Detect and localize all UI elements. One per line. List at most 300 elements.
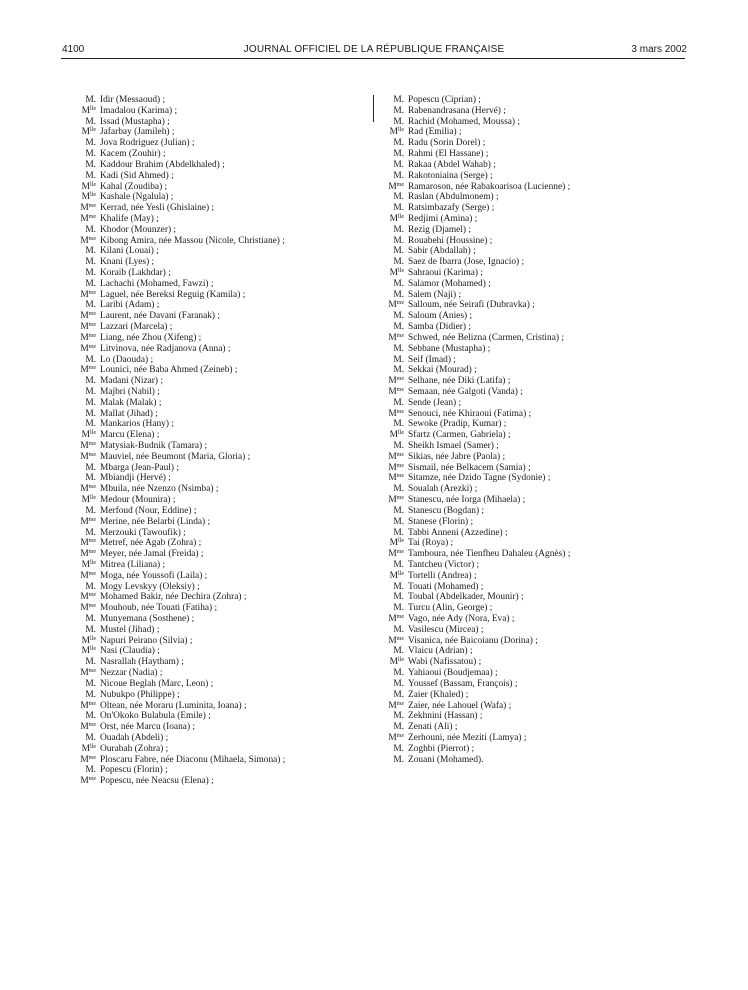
person-name: Rabenandrasana (Hervé) ; (408, 105, 506, 116)
name-entry (384, 279, 684, 290)
civility-title: M. (393, 743, 404, 754)
name-entry (384, 701, 684, 712)
civility-title: M. (393, 278, 404, 289)
name-entry (76, 528, 376, 539)
civility-title: $M^{lle}$ (81, 127, 96, 138)
civility-title: M. (393, 441, 404, 451)
civility-title: $M^{me}$ (388, 473, 404, 484)
name-entry (384, 117, 684, 128)
right-name-column (384, 95, 684, 765)
person-name: Litvinova, née Radjanova (Anna) ; (100, 343, 231, 354)
civility-title: M. (393, 603, 404, 614)
civility-title: $M^{lle}$ (81, 105, 96, 116)
person-name: Tai (Roya) ; (408, 538, 454, 549)
civility-title: $M^{lle}$ (81, 495, 96, 506)
person-name: Saez de Ibarra (Jose, Ignacio) ; (408, 257, 525, 268)
person-name: Kerrad, née Yesli (Ghislaine) ; (100, 203, 215, 214)
civility-title: $M^{me}$ (388, 386, 404, 397)
civility-title: $M^{me}$ (388, 332, 404, 343)
name-entry (76, 376, 376, 387)
person-name: Tortelli (Andrea) ; (408, 570, 477, 581)
name-entry (76, 300, 376, 311)
person-name: Ourabah (Zohra) ; (100, 743, 169, 754)
civility-title: M. (393, 343, 404, 354)
name-entry (76, 398, 376, 409)
civility-title: M. (85, 419, 96, 430)
page-number: 4100 (62, 44, 85, 55)
civility-title: M. (393, 95, 404, 105)
civility-title: M. (393, 581, 404, 592)
person-name: Sitamze, née Dzido Tagne (Sydonie) ; (408, 473, 551, 484)
civility-title: M. (393, 711, 404, 722)
person-name: Marcu (Elena) ; (100, 430, 160, 441)
name-entry (384, 722, 684, 733)
person-name: Ploscaru Fabre, née Diaconu (Mihaela, Simona) ; (100, 754, 286, 765)
civility-title: M. (85, 149, 96, 160)
person-name: Zerhouni, née Meziti (Lamya) ; (408, 732, 527, 743)
civility-title: $M^{lle}$ (389, 430, 404, 441)
civility-title: M. (393, 689, 404, 700)
civility-title: $M^{me}$ (80, 538, 96, 549)
civility-title: M. (393, 192, 404, 203)
person-name: Vlaicu (Adrian) ; (408, 646, 473, 657)
name-entry (76, 765, 376, 776)
person-name: Lachachi (Mohamed, Fawzi) ; (100, 278, 214, 289)
civility-title: M. (393, 289, 404, 300)
person-name: Metref, née Agab (Zohra) ; (100, 538, 202, 549)
name-entry (384, 290, 684, 301)
person-name: Kaddour Brahim (Abdelkhaled) ; (100, 159, 225, 170)
person-name: Lo (Daouda) ; (100, 354, 154, 365)
person-name: Issad (Mustapha) ; (100, 116, 170, 127)
person-name: Schwed, née Belizna (Carmen, Cristina) ; (408, 332, 564, 343)
civility-title: $M^{lle}$ (81, 430, 96, 441)
person-name: Knani (Lyes) ; (100, 257, 155, 268)
person-name: Nasi (Claudia) ; (100, 646, 160, 657)
person-name: Laurent, née Davani (Faranak) ; (100, 311, 220, 322)
person-name: Stanese (Florin) ; (408, 516, 474, 527)
person-name: Tamboura, née Tienfheu Dahaleu (Agnès) ; (408, 549, 571, 560)
name-entry (76, 419, 376, 430)
person-name: Sende (Jean) ; (408, 397, 462, 408)
person-name: Lounici, née Baba Ahmed (Zeineb) ; (100, 365, 238, 376)
name-entry (76, 657, 376, 668)
person-name: Mohamed Bakir, née Dechira (Zohra) ; (100, 592, 247, 603)
person-name: Mustel (Jihad) ; (100, 624, 160, 635)
name-entry (76, 517, 376, 528)
civility-title: $M^{me}$ (80, 213, 96, 224)
civility-title: $M^{me}$ (388, 462, 404, 473)
name-entry (384, 149, 684, 160)
name-entry (384, 214, 684, 225)
civility-title: M. (85, 505, 96, 516)
person-name: Nezzar (Nadia) ; (100, 668, 163, 679)
name-entry (76, 236, 376, 247)
person-name: Tantcheu (Victor) ; (408, 559, 480, 570)
name-entry (76, 571, 376, 582)
name-entry (76, 246, 376, 257)
name-entry (384, 333, 684, 344)
name-entry (76, 387, 376, 398)
name-entry (384, 246, 684, 257)
civility-title: M. (85, 278, 96, 289)
person-name: Kilani (Louai) ; (100, 246, 159, 257)
civility-title: M. (85, 711, 96, 722)
civility-title: $M^{me}$ (80, 668, 96, 679)
civility-title: M. (393, 311, 404, 322)
name-entry (76, 257, 376, 268)
journal-title: JOURNAL OFFICIEL DE LA RÉPUBLIQUE FRANÇAISE (243, 44, 505, 55)
name-entry (384, 614, 684, 625)
name-entry (384, 592, 684, 603)
civility-title: $M^{me}$ (388, 408, 404, 419)
civility-title: $M^{me}$ (80, 451, 96, 462)
person-name: Zekhnini (Hassan) ; (408, 711, 483, 722)
person-name: Popescu, née Neacsu (Elena) ; (100, 776, 214, 787)
person-name: Mbarga (Jean-Paul) ; (100, 462, 179, 473)
civility-title: $M^{lle}$ (81, 181, 96, 192)
name-entry (76, 603, 376, 614)
person-name: Ratsimbazafy (Serge) ; (408, 203, 495, 214)
name-entry (76, 484, 376, 495)
name-entry (76, 592, 376, 603)
name-entry (76, 538, 376, 549)
name-entry (384, 538, 684, 549)
name-entry (384, 636, 684, 647)
civility-title: M. (85, 624, 96, 635)
civility-title: M. (393, 722, 404, 733)
name-entry (384, 398, 684, 409)
person-name: Salamor (Mohamed) ; (408, 278, 491, 289)
civility-title: M. (393, 516, 404, 527)
person-name: Toubal (Abdelkader, Mounir) ; (408, 592, 524, 603)
person-name: Munyemana (Sosthene) ; (100, 614, 195, 624)
person-name: Mbiandji (Hervé) ; (100, 473, 171, 484)
person-name: Khalife (May) ; (100, 213, 159, 224)
civility-title: M. (393, 235, 404, 246)
name-entry (384, 603, 684, 614)
name-entry (76, 582, 376, 593)
name-entry (76, 755, 376, 766)
person-name: Nasrallah (Haytham) ; (100, 657, 184, 668)
column-divider (373, 95, 374, 122)
civility-title: M. (85, 138, 96, 149)
name-entry (76, 409, 376, 420)
civility-title: $M^{me}$ (80, 322, 96, 333)
person-name: Nicoue Beglah (Marc, Leon) ; (100, 678, 214, 689)
civility-title: M. (393, 105, 404, 116)
issue-date: 3 mars 2002 (631, 44, 687, 55)
name-entry (384, 192, 684, 203)
civility-title: M. (393, 484, 404, 495)
civility-title: M. (85, 614, 96, 624)
civility-title: $M^{me}$ (80, 516, 96, 527)
civility-title: M. (85, 257, 96, 268)
civility-title: M. (85, 765, 96, 776)
civility-title: $M^{me}$ (80, 343, 96, 354)
person-name: Raslan (Abdulmonem) ; (408, 192, 499, 203)
person-name: Kadi (Sid Ahmed) ; (100, 170, 174, 181)
civility-title: M. (393, 527, 404, 538)
civility-title: M. (393, 559, 404, 570)
person-name: Zoghbi (Pierrot) ; (408, 743, 475, 754)
civility-title: M. (85, 386, 96, 397)
person-name: Merzouki (Tawoufik) ; (100, 527, 186, 538)
person-name: Sfartz (Carmen, Gabriela) ; (408, 430, 511, 441)
person-name: Yahiaoui (Boudjemaa) ; (408, 668, 498, 679)
name-entry (76, 192, 376, 203)
civility-title: $M^{me}$ (388, 614, 404, 624)
civility-title: M. (393, 257, 404, 268)
name-entry (384, 355, 684, 366)
civility-title: M. (393, 624, 404, 635)
civility-title: $M^{me}$ (388, 549, 404, 560)
name-entry (384, 430, 684, 441)
person-name: Vasilescu (Mircea) ; (408, 624, 484, 635)
name-entry (76, 279, 376, 290)
person-name: Stanescu, née Iorga (Mihaela) ; (408, 495, 526, 506)
person-name: Sheikh Ismael (Samer) ; (408, 441, 499, 451)
header-rule (61, 58, 685, 59)
name-entry (384, 268, 684, 279)
civility-title: $M^{me}$ (80, 700, 96, 711)
name-entry (384, 387, 684, 398)
civility-title: M. (393, 203, 404, 214)
name-entry (76, 463, 376, 474)
person-name: Radu (Sorin Dorel) ; (408, 138, 486, 149)
name-entry (76, 690, 376, 701)
civility-title: $M^{lle}$ (389, 127, 404, 138)
person-name: Mouhoub, née Touati (Fatiha) ; (100, 603, 218, 614)
civility-title: $M^{me}$ (80, 592, 96, 603)
person-name: Zenati (Ali) ; (408, 722, 458, 733)
name-entry (384, 528, 684, 539)
person-name: Kibong Amira, née Massou (Nicole, Christiane) ; (100, 235, 285, 246)
name-entry (384, 441, 684, 452)
civility-title: $M^{lle}$ (81, 743, 96, 754)
person-name: Salem (Naji) ; (408, 289, 462, 300)
civility-title: M. (393, 678, 404, 689)
person-name: Moga, née Youssofi (Laila) ; (100, 570, 208, 581)
civility-title: M. (85, 732, 96, 743)
name-entry (76, 182, 376, 193)
civility-title: M. (85, 408, 96, 419)
person-name: Seif (Imad) ; (408, 354, 456, 365)
person-name: Napuri Peirano (Silvia) ; (100, 635, 193, 646)
civility-title: M. (393, 365, 404, 376)
person-name: Rakotoniaina (Serge) ; (408, 170, 493, 181)
civility-title: $M^{lle}$ (81, 646, 96, 657)
name-entry (76, 214, 376, 225)
civility-title: $M^{lle}$ (389, 570, 404, 581)
civility-title: $M^{me}$ (80, 570, 96, 581)
civility-title: $M^{lle}$ (389, 213, 404, 224)
civility-title: M. (85, 527, 96, 538)
name-entry (384, 755, 684, 766)
person-name: Zaier, née Lahouel (Wafa) ; (408, 700, 512, 711)
name-entry (76, 355, 376, 366)
name-entry (384, 236, 684, 247)
civility-title: M. (85, 657, 96, 668)
civility-title: $M^{me}$ (80, 203, 96, 214)
name-entry (384, 582, 684, 593)
person-name: Idir (Messaoud) ; (100, 95, 166, 105)
name-entry (384, 452, 684, 463)
person-name: Tabbi Anneni (Azzedine) ; (408, 527, 508, 538)
person-name: Sebbane (Mustapha) ; (408, 343, 491, 354)
civility-title: $M^{me}$ (388, 495, 404, 506)
civility-title: M. (393, 354, 404, 365)
civility-title: $M^{lle}$ (81, 559, 96, 570)
civility-title: $M^{me}$ (80, 289, 96, 300)
civility-title: M. (393, 397, 404, 408)
name-entry (384, 409, 684, 420)
person-name: Stanescu (Bogdan) ; (408, 505, 485, 516)
person-name: Madani (Nizar) ; (100, 376, 163, 387)
name-entry (384, 300, 684, 311)
civility-title: M. (393, 668, 404, 679)
person-name: Rahmi (El Hassane) ; (408, 149, 489, 160)
name-entry (76, 722, 376, 733)
name-entry (384, 646, 684, 657)
person-name: On'Okoko Bulabula (Emile) ; (100, 711, 211, 722)
name-entry (76, 149, 376, 160)
name-entry (384, 711, 684, 722)
person-name: Samba (Didier) ; (408, 322, 472, 333)
name-entry (384, 182, 684, 193)
civility-title: $M^{me}$ (80, 754, 96, 765)
person-name: Redjimi (Amina) ; (408, 213, 478, 224)
civility-title: $M^{me}$ (388, 181, 404, 192)
civility-title: M. (85, 95, 96, 105)
civility-title: $M^{me}$ (80, 549, 96, 560)
name-entry (384, 106, 684, 117)
name-entry (76, 344, 376, 355)
person-name: Sekkai (Mourad) ; (408, 365, 477, 376)
person-name: Malak (Malak) ; (100, 397, 162, 408)
name-entry (384, 506, 684, 517)
name-entry (76, 268, 376, 279)
civility-title: $M^{me}$ (388, 451, 404, 462)
name-entry (384, 560, 684, 571)
person-name: Sewoke (Pradip, Kumar) ; (408, 419, 507, 430)
person-name: Rakaa (Abdel Wahab) ; (408, 159, 496, 170)
civility-title: $M^{me}$ (80, 722, 96, 733)
name-entry (76, 473, 376, 484)
person-name: Koraib (Lakhdar) ; (100, 268, 171, 278)
civility-title: $M^{me}$ (80, 776, 96, 787)
civility-title: $M^{me}$ (388, 300, 404, 311)
name-entry (384, 690, 684, 701)
person-name: Mbuila, née Nzenzo (Nsimba) ; (100, 484, 219, 495)
civility-title: M. (85, 246, 96, 257)
person-name: Kashale (Ngalula) ; (100, 192, 174, 203)
name-entry (76, 625, 376, 636)
civility-title: M. (85, 462, 96, 473)
name-entry (76, 95, 376, 106)
name-entry (76, 290, 376, 301)
person-name: Visanica, née Baicoianu (Dorina) ; (408, 635, 538, 646)
person-name: Kahal (Zoudiba) ; (100, 181, 168, 192)
person-name: Touati (Mohamed) ; (408, 581, 484, 592)
person-name: Saloum (Anies) ; (408, 311, 473, 322)
name-entry (384, 257, 684, 268)
name-entry (76, 138, 376, 149)
person-name: Lazzari (Marcela) ; (100, 322, 173, 333)
person-name: Selhane, née Diki (Latifa) ; (408, 376, 511, 387)
person-name: Merfoud (Nour, Eddine) ; (100, 505, 197, 516)
civility-title: $M^{lle}$ (389, 657, 404, 668)
name-entry (76, 733, 376, 744)
civility-title: $M^{lle}$ (389, 268, 404, 278)
person-name: Semaan, née Galgoti (Vanda) ; (408, 386, 523, 397)
civility-title: $M^{me}$ (80, 365, 96, 376)
name-entry (76, 365, 376, 376)
civility-title: $M^{lle}$ (389, 538, 404, 549)
person-name: Matysiak-Budnik (Tamara) ; (100, 441, 208, 451)
name-entry (384, 744, 684, 755)
civility-title: M. (393, 505, 404, 516)
civility-title: M. (85, 397, 96, 408)
name-entry (76, 106, 376, 117)
name-entry (76, 679, 376, 690)
person-name: Vago, née Ady (Nora, Eva) ; (408, 614, 515, 624)
civility-title: M. (85, 300, 96, 311)
person-name: Soualah (Arezki) ; (408, 484, 478, 495)
person-name: Jova Rodriguez (Julian) ; (100, 138, 195, 149)
person-name: Youssef (Bassam, François) ; (408, 678, 518, 689)
civility-title: M. (393, 170, 404, 181)
person-name: Sahraoui (Karima) ; (408, 268, 483, 278)
name-entry (76, 322, 376, 333)
name-entry (384, 419, 684, 430)
civility-title: M. (85, 159, 96, 170)
civility-title: M. (85, 170, 96, 181)
name-entry (384, 344, 684, 355)
person-name: Mallat (Jihad) ; (100, 408, 158, 419)
civility-title: $M^{me}$ (388, 376, 404, 387)
person-name: Imadalou (Karima) ; (100, 105, 178, 116)
civility-title: $M^{me}$ (80, 603, 96, 614)
name-entry (76, 333, 376, 344)
civility-title: $M^{me}$ (80, 311, 96, 322)
civility-title: $M^{me}$ (388, 732, 404, 743)
civility-title: $M^{lle}$ (81, 635, 96, 646)
person-name: Liang, née Zhou (Xifeng) ; (100, 332, 202, 343)
person-name: Mankarios (Hany) ; (100, 419, 174, 430)
name-entry (76, 506, 376, 517)
civility-title: M. (85, 689, 96, 700)
person-name: Rezig (Djamel) ; (408, 224, 471, 235)
name-entry (384, 127, 684, 138)
name-entry (76, 203, 376, 214)
name-entry (76, 127, 376, 138)
name-entry (76, 495, 376, 506)
name-entry (384, 495, 684, 506)
civility-title: $M^{me}$ (388, 700, 404, 711)
name-entry (384, 203, 684, 214)
person-name: Popescu (Ciprian) ; (408, 95, 481, 105)
name-entry (384, 571, 684, 582)
civility-title: $M^{me}$ (80, 441, 96, 451)
person-name: Nubukpo (Philippe) ; (100, 689, 180, 700)
name-entry (384, 473, 684, 484)
name-entry (384, 171, 684, 182)
person-name: Majbri (Nabil) ; (100, 386, 160, 397)
person-name: Popescu (Florin) ; (100, 765, 168, 776)
civility-title: $M^{lle}$ (81, 192, 96, 203)
name-entry (76, 549, 376, 560)
